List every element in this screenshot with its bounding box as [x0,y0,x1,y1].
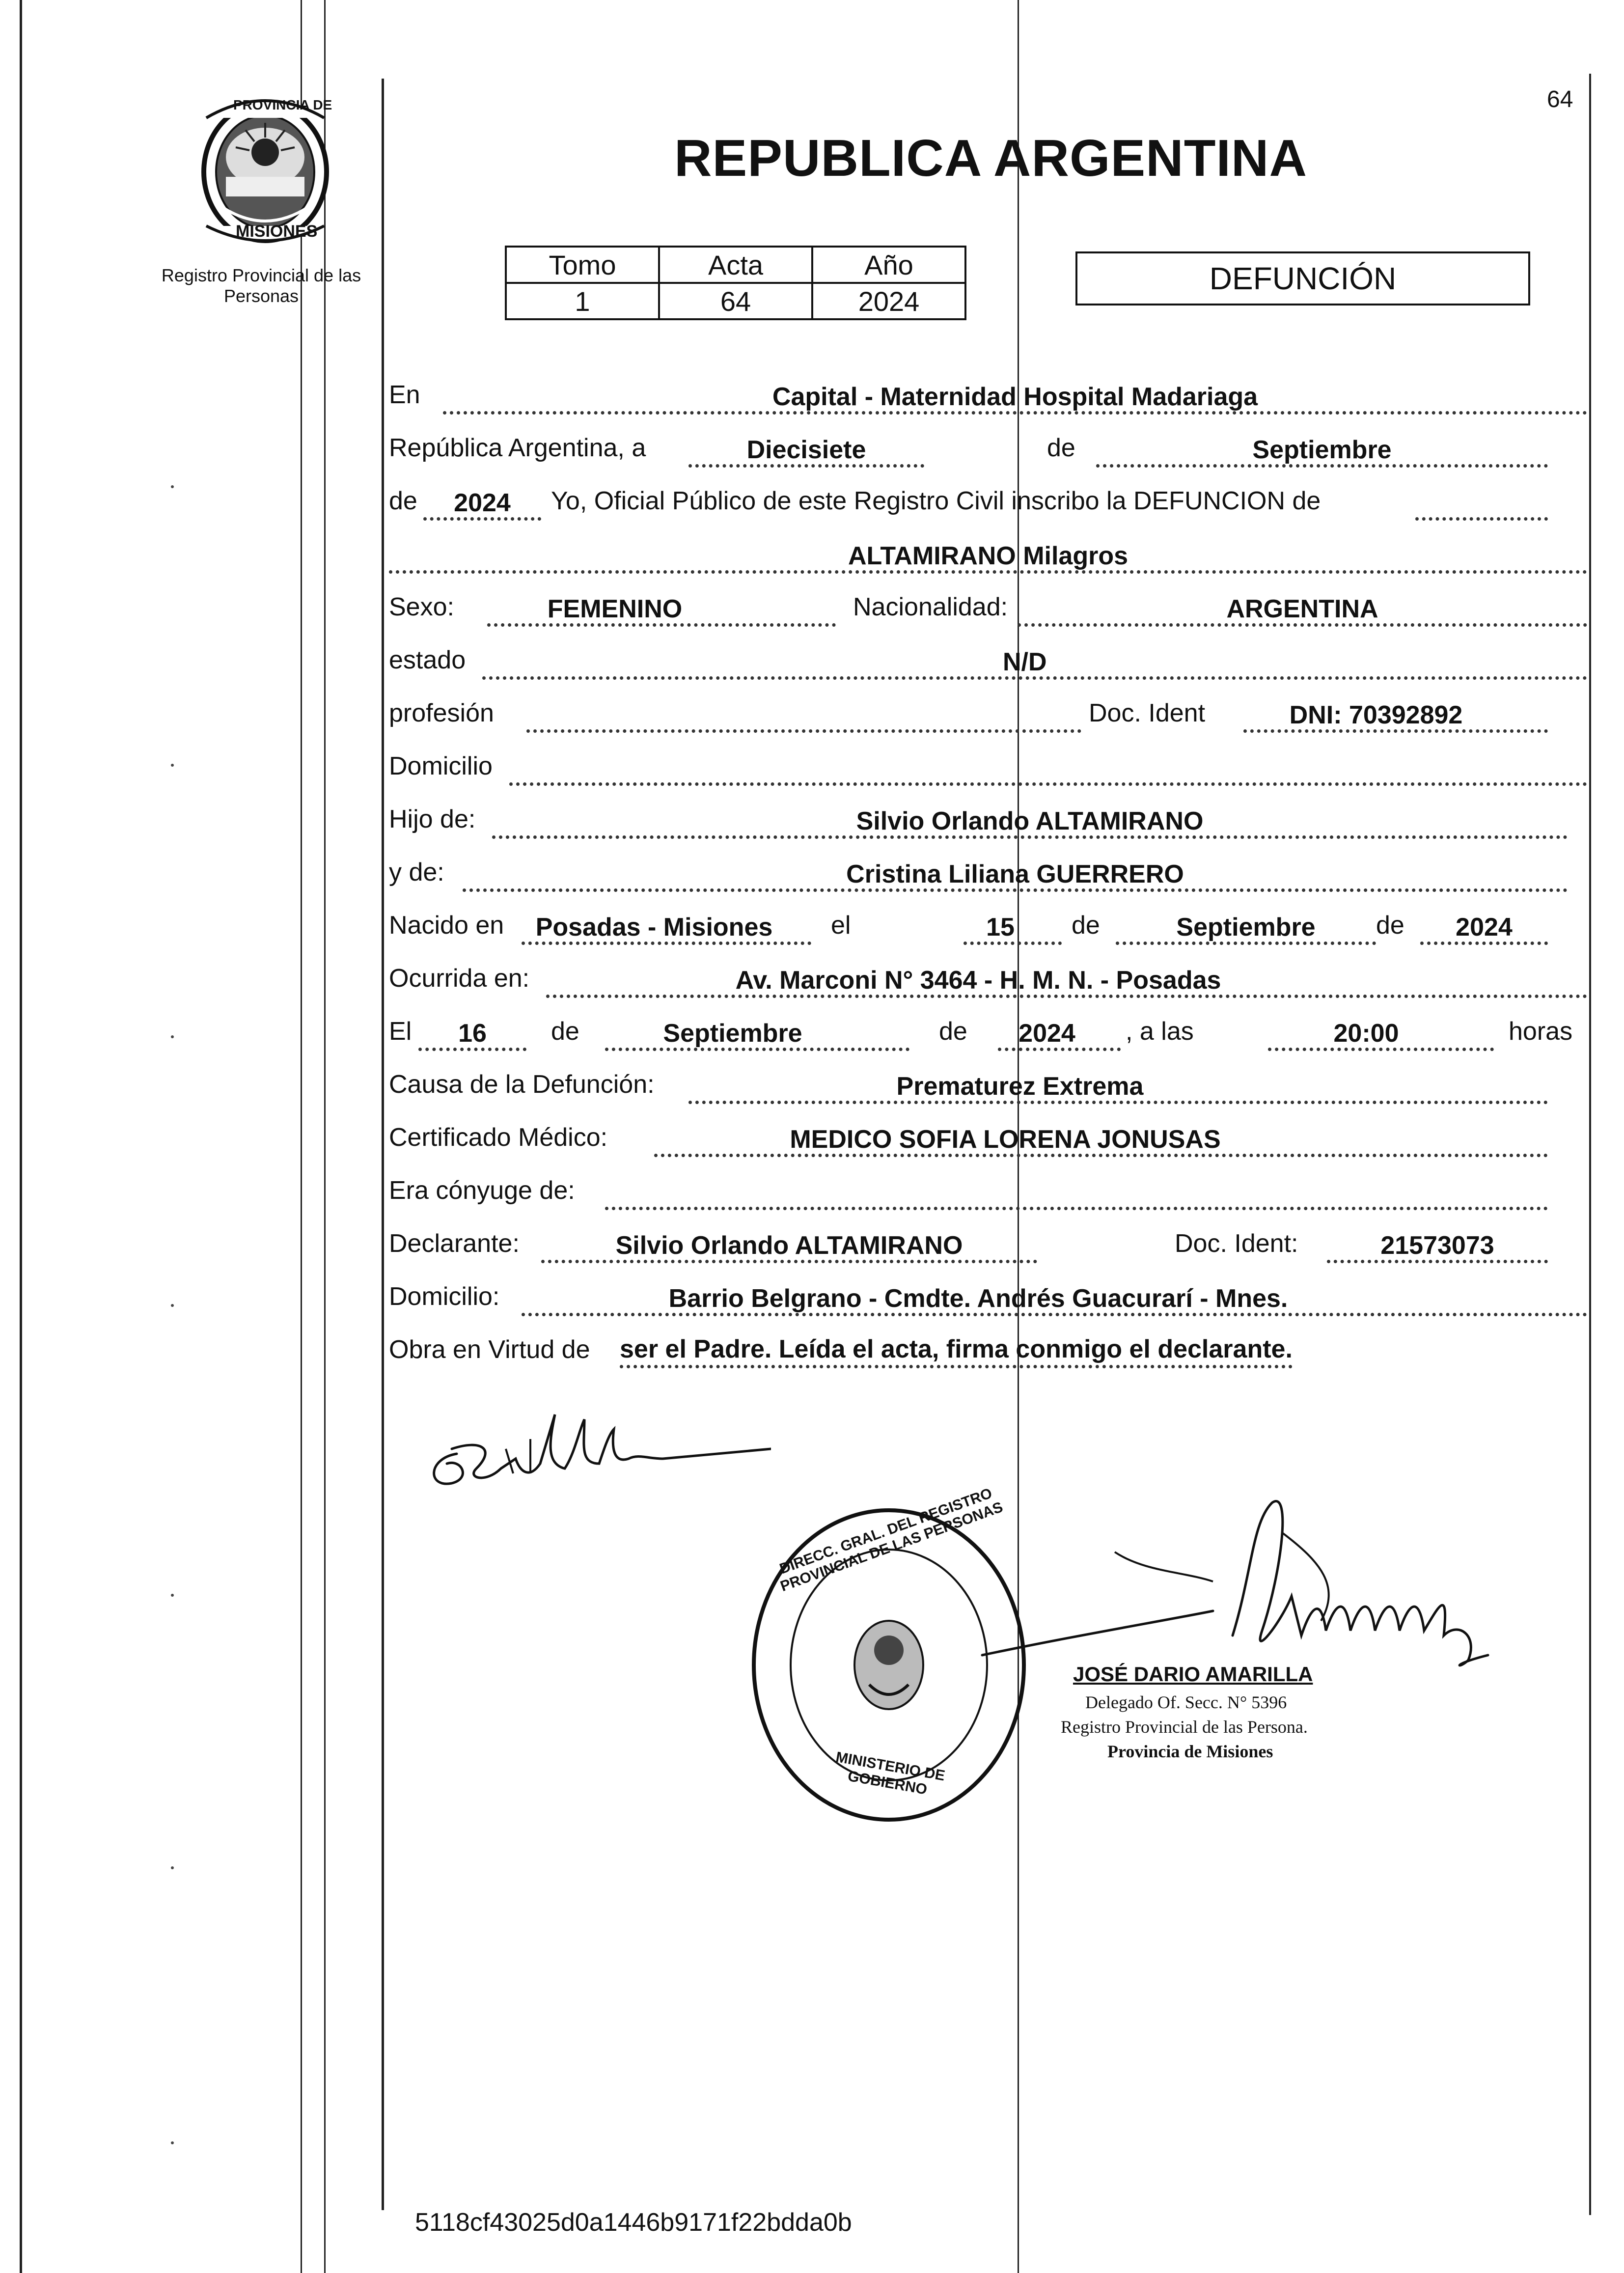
label-y-de: y de: [389,858,444,887]
label-doc-ident2: Doc. Ident: [1175,1229,1298,1258]
row-estado [389,639,1587,684]
value-nacido-dia: 15 [986,913,1015,942]
value-padre: Silvio Orlando ALTAMIRANO [856,807,1204,835]
document-type: DEFUNCIÓN [1209,261,1397,296]
value-sexo: FEMENINO [547,595,683,623]
value-obra: ser el Padre. Leída el acta, firma conmigo el declarante. [620,1334,1293,1368]
declarant-signature [417,1385,771,1513]
provincial-seal [192,88,339,250]
seal-text-top: PROVINCIA DE [233,97,332,112]
acta-header-anio: Año [812,247,965,283]
value-domicilio-declarante: Barrio Belgrano - Cmdte. Andrés Guacurarí - Mnes. [668,1284,1288,1313]
value-nacionalidad: ARGENTINA [1226,595,1378,623]
label-hijo-de: Hijo de: [389,805,476,833]
field-domicilio [509,748,1587,786]
document-type-box [1075,251,1530,305]
value-fallecido: ALTAMIRANO Milagros [848,542,1129,570]
row-domicilio-declarante [389,1276,1587,1320]
value-def-anio: 2024 [1018,1019,1075,1048]
value-anio: 2024 [454,489,511,517]
row-madre [389,852,1587,896]
label-de: de [551,1017,579,1046]
label-certificado: Certificado Médico: [389,1123,608,1152]
row-declarante [389,1223,1587,1267]
label-horas: horas [1509,1017,1573,1046]
label-nacido-en: Nacido en [389,911,504,940]
stamp-outer-text: DIRECC. GRAL. DEL REGISTRO PROVINCIAL DE LAS PERSONAS [777,1485,1005,1595]
row-inscribo [389,480,1587,525]
row-conyuge [389,1170,1587,1214]
scan-dot [171,485,174,488]
label-en: En [389,381,420,409]
label-conyuge: Era cónyuge de: [389,1176,575,1205]
scan-line [324,0,326,2273]
value-def-dia: 16 [458,1019,487,1048]
acta-table [505,246,966,320]
row-lugar [389,374,1587,418]
row-nacimiento [389,905,1587,949]
label-ocurrida-en: Ocurrida en: [389,964,530,993]
label-de: de [389,487,417,515]
document-hash: 5118cf43025d0a1446b9171f22bdda0b [415,2208,852,2237]
value-doc-ident: DNI: 70392892 [1289,701,1463,729]
stamp-inner-text: MINISTERIO DE GOBIERNO [834,1748,946,1798]
row-domicilio [389,746,1587,790]
value-nacido-en: Posadas - Misiones [535,913,773,942]
row-obra [389,1329,1587,1373]
value-dia-texto: Diecisiete [746,436,866,464]
label-domicilio: Domicilio [389,752,493,780]
value-nacido-mes: Septiembre [1176,913,1316,942]
scan-dot [171,1304,174,1307]
signatory-line2: Registro Provincial de las Persona. [1061,1717,1308,1737]
scan-line [382,79,384,2210]
label-causa: Causa de la Defunción: [389,1070,655,1099]
scan-dot [171,1035,174,1038]
value-nacido-anio: 2024 [1456,913,1513,942]
row-ocurrida [389,958,1587,1002]
row-profesion [389,693,1587,737]
value-estado: N/D [1003,648,1047,676]
row-fallecido [389,533,1587,578]
label-republica: República Argentina, a [389,434,646,462]
label-de: de [1047,434,1075,462]
value-def-mes: Septiembre [663,1019,802,1048]
label-de: de [939,1017,967,1046]
acta-value-anio: 2024 [812,283,965,319]
seal-text-bottom: MISIONES [236,222,318,241]
label-obra-en: Obra en Virtud de [389,1335,590,1364]
value-declarante: Silvio Orlando ALTAMIRANO [615,1231,963,1260]
scan-dot [171,1866,174,1869]
field-inscribo-tail [1415,483,1548,521]
value-lugar: Capital - Maternidad Hospital Madariaga [772,383,1258,411]
value-declarante-doc: 21573073 [1380,1231,1494,1260]
field-profesion [526,695,1081,733]
label-el: el [831,911,851,940]
value-ocurrida-en: Av. Marconi N° 3464 - H. M. N. - Posadas [735,966,1221,995]
label-el-cap: El [389,1017,412,1046]
value-madre: Cristina Liliana GUERRERO [846,860,1184,888]
label-doc-ident: Doc. Ident [1089,699,1206,727]
label-estado: estado [389,646,466,674]
label-inscribo: Yo, Oficial Público de este Registro Civil inscribo la DEFUNCION de [551,487,1321,515]
signatory-line1: Delegado Of. Secc. N° 5396 [1085,1692,1287,1712]
scan-line [1589,74,1591,2215]
label-sexo: Sexo: [389,593,454,621]
label-domicilio2: Domicilio: [389,1282,500,1311]
acta-value-acta: 64 [659,283,812,319]
acta-table-header-row [506,247,965,283]
scan-line [20,0,22,2273]
label-a-las: , a las [1126,1017,1194,1046]
label-nacionalidad: Nacionalidad: [853,593,1008,621]
row-sexo [389,586,1587,631]
value-causa: Prematurez Extrema [896,1072,1144,1101]
label-declarante: Declarante: [389,1229,520,1258]
scan-dot [171,2141,174,2144]
acta-header-tomo: Tomo [506,247,659,283]
value-certificado: MEDICO SOFIA LORENA JONUSAS [790,1125,1221,1154]
field-conyuge [605,1172,1548,1210]
row-certificado [389,1117,1587,1161]
scan-dot [171,1594,174,1597]
acta-table-value-row [506,283,965,319]
page-number: 64 [1547,86,1573,112]
row-causa [389,1064,1587,1108]
label-de: de [1072,911,1100,940]
row-fecha-defuncion [389,1011,1587,1055]
row-fecha [389,427,1587,471]
label-de: de [1376,911,1404,940]
acta-header-acta: Acta [659,247,812,283]
signatory-line3: Provincia de Misiones [1107,1742,1273,1761]
page-title: REPUBLICA ARGENTINA [674,129,1308,187]
acta-value-tomo: 1 [506,283,659,319]
row-padre [389,799,1587,843]
signatory-name: JOSÉ DARIO AMARILLA [1073,1663,1313,1686]
scan-dot [171,764,174,767]
value-mes: Septiembre [1252,436,1392,464]
scan-line [301,0,302,2273]
registry-label: Registro Provincial de las Personas [161,265,361,306]
label-profesion: profesión [389,699,494,727]
value-hora: 20:00 [1333,1019,1399,1048]
